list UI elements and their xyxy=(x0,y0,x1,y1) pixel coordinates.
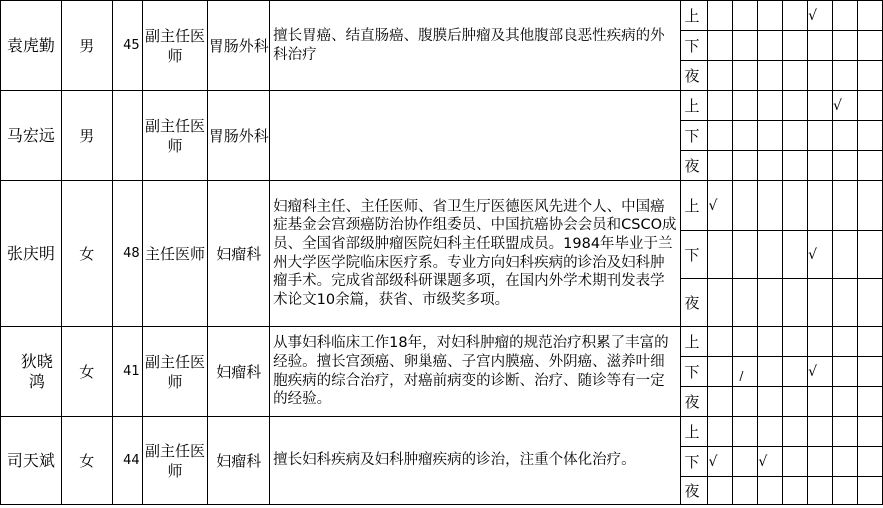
doctor-age: 45 xyxy=(112,1,142,91)
schedule-cell xyxy=(733,61,758,91)
schedule-cell xyxy=(708,327,733,357)
schedule-cell xyxy=(783,447,808,477)
schedule-cell xyxy=(857,31,882,61)
schedule-cell xyxy=(733,181,758,231)
schedule-cell xyxy=(857,357,882,387)
schedule-cell xyxy=(708,31,733,61)
schedule-cell xyxy=(758,327,783,357)
doctor-name: 马宏远 xyxy=(1,91,62,181)
shift-label: 夜 xyxy=(680,61,708,91)
schedule-cell xyxy=(733,279,758,327)
schedule-cell xyxy=(857,447,882,477)
schedule-cell xyxy=(857,231,882,279)
table-row xyxy=(1,181,883,231)
doctor-dept: 妇瘤科 xyxy=(208,417,270,505)
schedule-cell xyxy=(783,181,808,231)
shift-label: 夜 xyxy=(680,279,708,327)
checkmark: √ xyxy=(708,447,733,477)
schedule-cell xyxy=(708,121,733,151)
schedule-cell xyxy=(758,121,783,151)
schedule-cell xyxy=(808,151,833,181)
schedule-cell xyxy=(857,477,882,505)
schedule-cell xyxy=(857,327,882,357)
schedule-cell xyxy=(758,357,783,387)
doctor-age: 41 xyxy=(112,327,142,417)
doctor-title: 主任医师 xyxy=(142,181,208,327)
schedule-cell xyxy=(708,91,733,121)
schedule-cell xyxy=(758,61,783,91)
doctor-age xyxy=(112,91,142,181)
checkmark: √ xyxy=(833,91,858,121)
schedule-cell xyxy=(758,91,783,121)
schedule-cell xyxy=(833,387,858,417)
schedule-cell xyxy=(783,151,808,181)
shift-label: 下 xyxy=(680,447,708,477)
schedule-cell xyxy=(733,447,758,477)
schedule-cell xyxy=(733,91,758,121)
schedule-cell xyxy=(857,151,882,181)
schedule-cell xyxy=(783,357,808,387)
schedule-cell xyxy=(808,121,833,151)
schedule-cell xyxy=(783,121,808,151)
stray-mark: / xyxy=(733,357,758,387)
doctor-title: 副主任医师 xyxy=(142,417,208,505)
shift-label: 下 xyxy=(680,357,708,387)
schedule-cell xyxy=(758,31,783,61)
shift-label: 下 xyxy=(680,231,708,279)
schedule-cell xyxy=(758,1,783,31)
doctor-name: 狄晓鸿 xyxy=(1,327,62,417)
schedule-cell xyxy=(833,447,858,477)
shift-label: 夜 xyxy=(680,387,708,417)
table-row xyxy=(1,91,883,121)
doctor-description: 妇瘤科主任、主任医师、省卫生厅医德医风先进个人、中国癌症基金会宫颈癌防治协作组委员、中国抗癌协会会员和CSCO成员、全国省部级肿瘤医院妇科主任联盟成员。1984年毕业于兰州大学医学院临床医疗系。专业方向妇科疾病的诊治及妇科肿瘤手术。完成省部级科研课题多项，在国内外学术期刊发表学术论文10余篇，获省、市级奖多项。 xyxy=(270,181,680,327)
checkmark: √ xyxy=(808,357,833,387)
doctor-gender: 男 xyxy=(61,1,112,91)
schedule-cell xyxy=(833,121,858,151)
checkmark: √ xyxy=(808,1,833,31)
doctor-description: 擅长妇科疾病及妇科肿瘤疾病的诊治，注重个体化治疗。 xyxy=(270,417,680,505)
schedule-cell xyxy=(808,31,833,61)
schedule-cell xyxy=(783,417,808,447)
schedule-cell xyxy=(833,477,858,505)
checkmark: √ xyxy=(708,181,733,231)
schedule-cell xyxy=(783,31,808,61)
doctor-gender: 男 xyxy=(61,91,112,181)
schedule-cell xyxy=(708,477,733,505)
schedule-cell xyxy=(783,61,808,91)
schedule-cell xyxy=(833,181,858,231)
shift-label: 上 xyxy=(680,1,708,31)
schedule-cell xyxy=(857,61,882,91)
doctor-description xyxy=(270,91,680,181)
schedule-cell xyxy=(808,477,833,505)
doctor-name: 司天斌 xyxy=(1,417,62,505)
doctor-name: 袁虎勤 xyxy=(1,1,62,91)
schedule-cell xyxy=(833,279,858,327)
schedule-cell xyxy=(733,417,758,447)
schedule-cell xyxy=(783,387,808,417)
schedule-cell xyxy=(708,387,733,417)
schedule-cell xyxy=(808,447,833,477)
schedule-cell xyxy=(833,357,858,387)
shift-label: 下 xyxy=(680,121,708,151)
schedule-cell xyxy=(857,91,882,121)
schedule-cell xyxy=(833,417,858,447)
schedule-cell xyxy=(758,181,783,231)
schedule-cell xyxy=(708,61,733,91)
schedule-cell xyxy=(808,387,833,417)
schedule-cell xyxy=(833,327,858,357)
doctor-dept: 妇瘤科 xyxy=(208,181,270,327)
schedule-cell xyxy=(733,31,758,61)
table-row xyxy=(1,1,883,31)
shift-label: 夜 xyxy=(680,477,708,505)
schedule-cell xyxy=(708,231,733,279)
table-row xyxy=(1,417,883,447)
doctor-title: 副主任医师 xyxy=(142,327,208,417)
doctor-description: 从事妇科临床工作18年，对妇科肿瘤的规范治疗积累了丰富的经验。擅长宫颈癌、卵巢癌、子宫内膜癌、外阴癌、滋养叶细胞疾病的综合治疗，对癌前病变的诊断、治疗、随诊等有一定的经验。 xyxy=(270,327,680,417)
shift-label: 上 xyxy=(680,91,708,121)
doctor-dept: 妇瘤科 xyxy=(208,327,270,417)
schedule-cell xyxy=(857,417,882,447)
checkmark: √ xyxy=(808,231,833,279)
schedule-cell xyxy=(708,357,733,387)
doctor-gender: 女 xyxy=(61,181,112,327)
schedule-cell xyxy=(833,1,858,31)
schedule-cell xyxy=(783,1,808,31)
schedule-cell xyxy=(733,121,758,151)
schedule-cell xyxy=(733,151,758,181)
schedule-cell xyxy=(833,151,858,181)
schedule-cell xyxy=(808,417,833,447)
schedule-cell xyxy=(708,1,733,31)
schedule-cell xyxy=(857,1,882,31)
doctor-name: 张庆明 xyxy=(1,181,62,327)
schedule-cell xyxy=(708,417,733,447)
schedule-cell xyxy=(733,327,758,357)
doctor-dept: 胃肠外科 xyxy=(208,91,270,181)
doctor-gender: 女 xyxy=(61,417,112,505)
schedule-cell xyxy=(783,231,808,279)
doctor-description: 擅长胃癌、结直肠癌、腹膜后肿瘤及其他腹部良恶性疾病的外科治疗 xyxy=(270,1,680,91)
schedule-cell xyxy=(808,61,833,91)
doctor-age: 48 xyxy=(112,181,142,327)
schedule-cell xyxy=(733,231,758,279)
schedule-cell xyxy=(833,31,858,61)
schedule-cell xyxy=(783,279,808,327)
schedule-cell xyxy=(808,279,833,327)
shift-label: 夜 xyxy=(680,151,708,181)
schedule-cell xyxy=(733,387,758,417)
schedule-cell xyxy=(783,477,808,505)
schedule-cell xyxy=(758,387,783,417)
schedule-cell xyxy=(857,121,882,151)
schedule-cell xyxy=(808,91,833,121)
schedule-cell xyxy=(783,91,808,121)
schedule-cell xyxy=(857,387,882,417)
doctor-gender: 女 xyxy=(61,327,112,417)
schedule-cell xyxy=(758,231,783,279)
shift-label: 上 xyxy=(680,327,708,357)
schedule-cell xyxy=(758,417,783,447)
shift-label: 上 xyxy=(680,417,708,447)
schedule-cell xyxy=(758,151,783,181)
doctor-title: 副主任医师 xyxy=(142,1,208,91)
schedule-cell xyxy=(758,477,783,505)
schedule-cell xyxy=(708,279,733,327)
schedule-cell xyxy=(857,181,882,231)
schedule-cell xyxy=(833,231,858,279)
schedule-cell xyxy=(857,279,882,327)
schedule-cell xyxy=(808,327,833,357)
shift-label: 下 xyxy=(680,31,708,61)
checkmark: √ xyxy=(758,447,783,477)
schedule-cell xyxy=(783,327,808,357)
table-row xyxy=(1,327,883,357)
schedule-cell xyxy=(733,477,758,505)
shift-label: 上 xyxy=(680,181,708,231)
schedule-cell xyxy=(708,151,733,181)
doctor-dept: 胃肠外科 xyxy=(208,1,270,91)
doctor-age: 44 xyxy=(112,417,142,505)
doctor-title: 副主任医师 xyxy=(142,91,208,181)
schedule-cell xyxy=(833,61,858,91)
schedule-cell xyxy=(808,181,833,231)
schedule-cell xyxy=(758,279,783,327)
schedule-cell xyxy=(733,1,758,31)
